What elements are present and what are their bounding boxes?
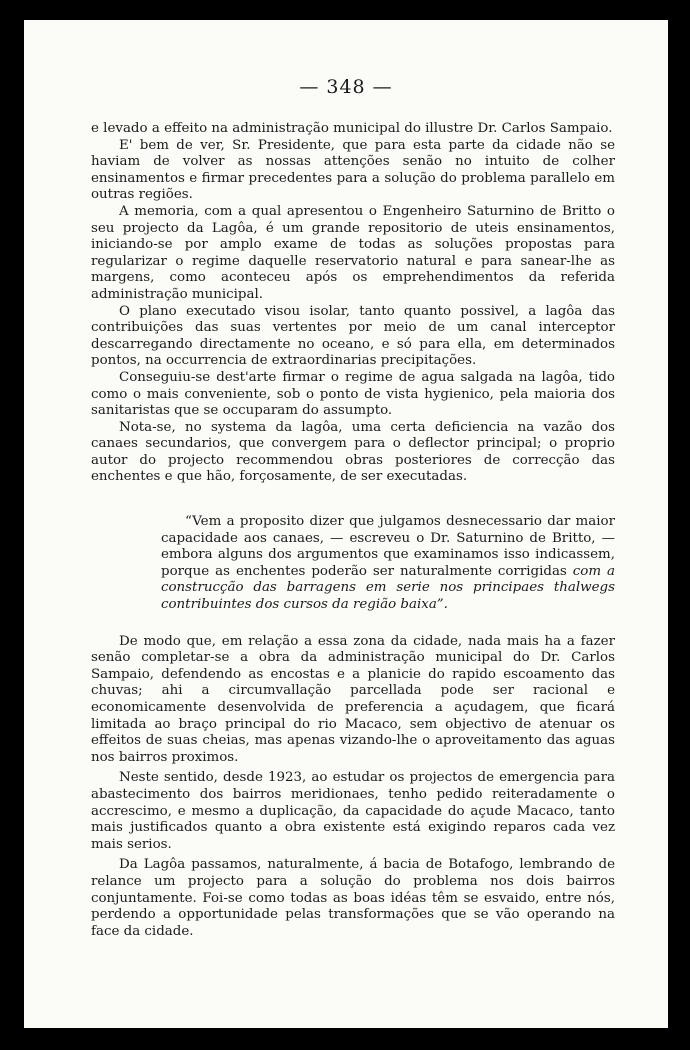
paragraph-1: e levado a effeito na administração municipal do illustre Dr. Carlos Sampaio. <box>91 121 613 136</box>
body-text <box>91 121 615 940</box>
paragraph-3: A memoria, com a qual apresentou o Engenheiro Saturnino de Britto o seu projecto da Lagôa, é um grande repositorio de uteis ensinamentos, iniciando-se por amplo exame de todas as soluções propostas para regularizar o regime daquelle reservatorio natural e para sanear-lhe as margens, como aconteceu após os emprehendimentos da referida administração municipal. <box>91 203 615 302</box>
paragraph-9: Da Lagôa passamos, naturalmente, á bacia de Botafogo, lembrando de relance um projecto para a solução do problema nos dois bairros conjuntamente. Foi-se como todas as boas idéas têm se esvaido, entre nós, perdendo a opportunidade pelas transformações que se vão operando na face da cidade. <box>91 857 615 939</box>
page-number: — 348 — <box>299 76 393 98</box>
quote-text: “Vem a proposito dizer que julgamos desnecessario dar maior capacidade aos canaes, — escreveu o Dr. Saturnino de Britto, — embora alguns dos argumentos que examinamos isso indicassem, porque as enchentes poderão ser naturalmente corrigidas <box>161 514 615 579</box>
paragraph-5: Conseguiu-se dest'arte firmar o regime de agua salgada na lagôa, tido como o mais conveniente, sob o ponto de vista hygienico, pela maioria dos sanitaristas que se occuparam do assumpto. <box>91 369 615 419</box>
block-quote <box>161 514 615 614</box>
quote-italic-text: com a construcção das barragens em serie nos principaes thalwegs contribuintes dos cursos da região baixa”. <box>161 563 615 613</box>
paragraph-7: De modo que, em relação a essa zona da cidade, nada mais ha a fazer senão completar-se a obra da administração municipal do Dr. Carlos Sampaio, defendendo as encostas e a planicie do rapido escoamento das chuvas; ahi a circumvallação parcellada pode ser racional e economicamente desenvolvida de preferencia a açudagem, que ficará limitada ao braço principal do rio Macaco, sem objectivo de atenuar os effeitos de suas cheias, mas apenas vizando-lhe o aproveitamento das aguas nos bairros proximos. <box>91 633 615 765</box>
paragraph-8: Neste sentido, desde 1923, ao estudar os projectos de emergencia para abastecimento dos bairros meridionaes, tenho pedido reiteradamente o accrescimo, e mesmo a duplicação, da capacidade do açude Macaco, tanto mais justificados quanto a obra existente está exigindo reparos cada vez mais serios. <box>91 770 615 852</box>
document-page <box>24 20 668 1028</box>
paragraph-6: Nota-se, no systema da lagôa, uma certa deficiencia na vazão dos canaes secundarios, que convergem para o deflector principal; o proprio autor do projecto recommendou obras posteriores de correcção das enchentes e que hão, forçosamente, de ser executadas. <box>91 419 615 485</box>
paragraph-4: O plano executado visou isolar, tanto quanto possivel, a lagôa das contribuições das suas vertentes por meio de um canal interceptor descarregando directamente no oceano, e só para ella, em determinados pontos, na occurrencia de extraordinarias precipitações. <box>91 303 615 369</box>
paragraph-2: E' bem de ver, Sr. Presidente, que para esta parte da cidade não se haviam de volver as nossas attenções senão no intuito de colher ensinamentos e firmar precedentes para a solução do problema parallelo em outras regiões. <box>91 137 615 203</box>
